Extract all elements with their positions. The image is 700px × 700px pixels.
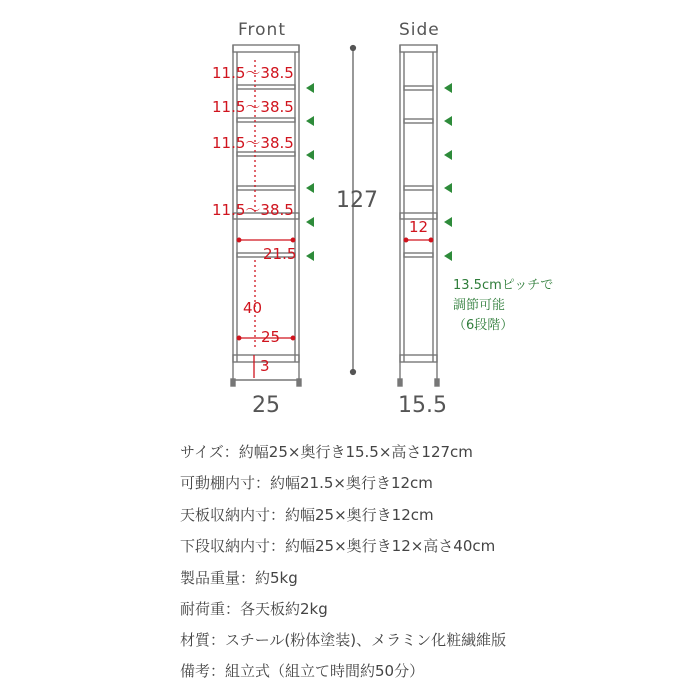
note-line-1: 13.5cmピッチで bbox=[453, 278, 554, 293]
arrow-icon bbox=[306, 116, 314, 126]
base-height-label: 3 bbox=[260, 357, 270, 375]
arrow-icon bbox=[444, 116, 452, 126]
front-view-title: Front bbox=[238, 20, 286, 40]
side-green-arrows bbox=[444, 83, 452, 261]
front-green-arrows bbox=[306, 83, 314, 261]
spec-shelf-inner: 可動棚内寸：約幅21.5×奥行き12cm bbox=[180, 474, 433, 492]
arrow-icon bbox=[306, 183, 314, 193]
spec-notes: 備考：組立式（組立て時間約50分） bbox=[180, 662, 425, 680]
spec-material: 材質：スチール(粉体塗装)、メラミン化粧繊維版 bbox=[180, 631, 507, 649]
arrow-icon bbox=[444, 183, 452, 193]
note-line-3: （6段階） bbox=[453, 318, 514, 333]
range-label-4: 11.5～38.5 bbox=[212, 201, 294, 219]
arrow-icon bbox=[444, 83, 452, 93]
range-label-3: 11.5～38.5 bbox=[212, 134, 294, 152]
side-red-dimension bbox=[404, 238, 433, 242]
adjustment-note bbox=[453, 276, 553, 336]
spec-lower-inner: 下段収納内寸：約幅25×奥行き12×高さ40cm bbox=[180, 537, 496, 555]
arrow-icon bbox=[306, 150, 314, 160]
side-depth-label: 15.5 bbox=[398, 393, 447, 418]
arrow-icon bbox=[444, 150, 452, 160]
shelf-depth-label: 12 bbox=[409, 218, 429, 236]
arrow-icon bbox=[306, 251, 314, 261]
arrow-icon bbox=[306, 83, 314, 93]
spec-size: サイズ：約幅25×奥行き15.5×高さ127cm bbox=[180, 443, 473, 461]
spec-top-inner: 天板収納内寸：約幅25×奥行き12cm bbox=[180, 506, 434, 524]
arrow-icon bbox=[444, 217, 452, 227]
shelf-inner-width-label: 21.5 bbox=[263, 245, 297, 263]
side-view-frame bbox=[398, 45, 439, 386]
arrow-icon bbox=[444, 251, 452, 261]
range-label-2: 11.5～38.5 bbox=[212, 98, 294, 116]
range-label-1: 11.5～38.5 bbox=[212, 64, 294, 82]
lower-height-label: 40 bbox=[243, 299, 263, 317]
spec-load: 耐荷重：各天板約2kg bbox=[180, 600, 328, 618]
front-width-label: 25 bbox=[252, 393, 280, 418]
side-view-title: Side bbox=[399, 20, 440, 40]
note-line-2: 調節可能 bbox=[453, 298, 506, 313]
spec-weight: 製品重量：約5kg bbox=[180, 569, 298, 587]
lower-width-label: 25 bbox=[261, 328, 281, 346]
height-label: 127 bbox=[336, 188, 378, 213]
arrow-icon bbox=[306, 217, 314, 227]
